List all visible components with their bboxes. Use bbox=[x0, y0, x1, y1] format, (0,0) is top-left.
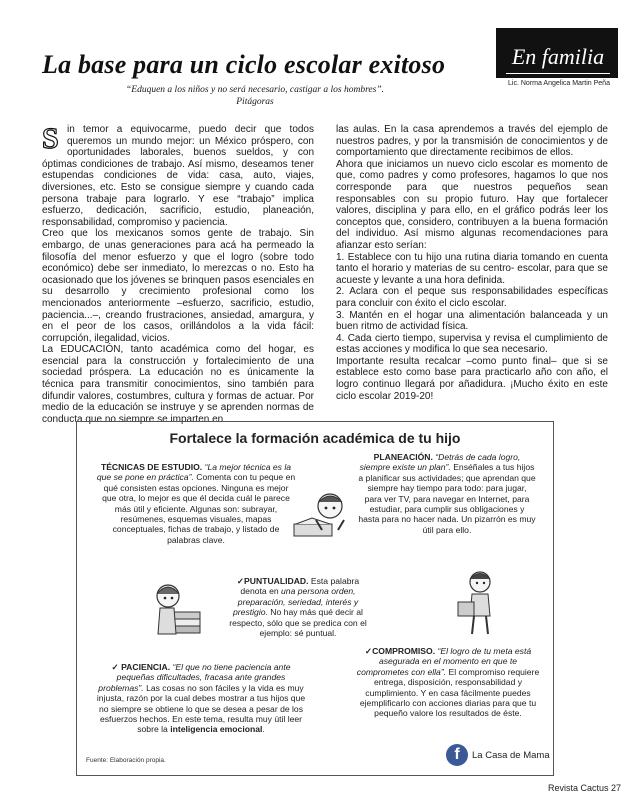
tip-text: Comenta con tu peque en qué consisten estas opciones. Ninguna es mejor que otra, lo mejor es que él decida cuál le parece más útil y eficiente. Algunas son: subrayar, resúmenes, esquemas visuales, mapas conceptuales, fichas de trabajo, y listado de palabras clave. bbox=[102, 472, 296, 545]
source-note: Fuente: Elaboración propia. bbox=[86, 757, 166, 764]
section-author: Lic. Norma Angelica Martin Peña bbox=[508, 80, 610, 87]
tip-text: Enséñales a tus hijos a planificar sus actividades; que aprendan que siempre hay tiempo para todo: para jugar, para ver TV, para navegar en Internet, para estudiar, para cumplir sus obligaciones y hasta para no hacer nada. Un pizarrón es muy útil para ello. bbox=[358, 462, 536, 535]
epigraph-quote: “Eduquen a los niños y no será necesario, castigar a los hombres”. bbox=[126, 85, 384, 95]
tip-emphasis: inteligencia emocional bbox=[170, 724, 263, 735]
brand-label: La Casa de Mama bbox=[472, 750, 550, 761]
paragraph bbox=[42, 124, 314, 228]
tip-text: Esta palabra denota en bbox=[240, 576, 360, 597]
tip-text: . bbox=[262, 724, 265, 735]
tip-quote: “El que no tiene paciencia ante pequeñas dificultades, fracasa ante grandes problemas”. bbox=[98, 662, 291, 693]
tip-heading: TÉCNICAS DE ESTUDIO. bbox=[100, 462, 203, 472]
section-divider bbox=[506, 73, 610, 74]
page-number: 27 bbox=[611, 783, 622, 793]
tip-puntualidad bbox=[224, 576, 372, 638]
drop-cap: S bbox=[42, 122, 59, 155]
tip-planeacion bbox=[358, 452, 536, 535]
paragraph: La EDUCACIÓN, tanto académica como del hogar, es esencial para la construcción y fortalecimiento de una sociedad próspera. La educación no es únicamente la técnica para transmitir conocimientos, sino también para difundir valores, costumbres, cultura y formas de actuar. Por medio de la educación se instruye y se aprenden normas de conducta que no siempre se imparten en bbox=[42, 344, 314, 425]
list-item: 3. Mantén en el hogar una alimentación balanceada y un buen ritmo de actividad física. bbox=[336, 309, 608, 333]
tip-text: No hay más qué decir al respecto, sólo que se predica con el ejemplo: sé puntual. bbox=[229, 607, 367, 639]
infographic-title: Fortalece la formación académica de tu hijo bbox=[169, 430, 461, 446]
tip-compromiso bbox=[356, 646, 540, 719]
tip-heading: ✓ PACIENCIA. bbox=[111, 662, 171, 672]
tip-paciencia bbox=[94, 662, 308, 735]
paragraph: Creo que los mexicanos somos gente de trabajo. Sin embargo, de unas generaciones para acá ha permeado la filosofía del menor esfuerzo y que el logro (sobre todo económico) debe ser inmediato, lo merezcas o no. Esto ha ocasionado que los jóvenes se brinquen pasos esenciales en su desarrollo y crecimiento profesional como los mencionados anteriormente –esfuerzo, sacrificio, estudio, paciencia...–, creando frustraciones, ansiedad, amargura, y en el peor de los casos, orillándolos a la vida fácil: corrupción, ilegalidad, vicios. bbox=[42, 228, 314, 344]
article-column-right bbox=[336, 124, 608, 402]
boy-studying-illustration bbox=[292, 480, 352, 542]
list-item: 2. Aclara con el peque sus responsabilidades específicas para concluir con éxito el ciclo escolar. bbox=[336, 286, 608, 309]
paragraph-text: in temor a equivocarme, puedo decir que todos queremos un mundo mejor: un México próspero, con oportunidades laborales, buenos sueldos, y con óptimas condiciones de trabajo. Así mismo, deseamos tener estupendas condiciones de vida: casa, auto, viajes, diversiones, etc. Esto se consigue siempre y cuando cada persona trabaje para lograrlo. Y ese “trabajo” implica esfuerzo, dedicación, sacrificio, estudio, planeación, responsabilidad, compromiso y paciencia. bbox=[42, 124, 314, 228]
paragraph: Importante resulta recalcar –como punto final– que si se establece esto como base para practicarlo año con año, el logro continuo llegará por añadidura. ¡Mucho éxito en este ciclo escolar 2019-20! bbox=[336, 355, 608, 402]
article-title: La base para un ciclo escolar exitoso bbox=[42, 50, 446, 79]
article-column-left bbox=[42, 124, 314, 425]
epigraph-author: Pitágoras bbox=[236, 97, 274, 107]
girl-with-books-illustration bbox=[148, 578, 206, 644]
magazine-name: Revista Cactus bbox=[548, 783, 609, 793]
list-item: 4. Cada cierto tiempo, supervisa y revisa el cumplimiento de estas acciones y modifica lo que sea necesario. bbox=[336, 332, 608, 356]
tip-heading: ✓PUNTUALIDAD. bbox=[236, 576, 309, 586]
tip-quote: “Detrás de cada logro, siempre existe un plan”. bbox=[359, 452, 521, 473]
tip-tecnicas bbox=[96, 462, 296, 545]
tip-quote: una persona orden, preparación, seriedad, interés y prestigio. bbox=[233, 586, 359, 618]
tip-text: El compromiso requiere entrega, disposición, responsabilidad y cumplimiento. Y en casa fácilmente puedes ejemplificarlo con acciones diarias para que tu pequeño valore los resultados de éste. bbox=[359, 666, 540, 719]
epigraph bbox=[90, 84, 420, 108]
list-item: 1. Establece con tu hijo una rutina diaria tomando en cuenta tanto el horario y materias de su centro- escolar, para que se acueste y levante a una hora definida. bbox=[336, 251, 608, 286]
boy-carrying-books-illustration bbox=[456, 568, 502, 640]
paragraph: las aulas. En la casa aprendemos a través del ejemplo de nuestros padres, y por la transmisión de conocimientos y de comportamiento que directamente recibimos de ellos. bbox=[336, 124, 608, 159]
tip-heading: PLANEACIÓN. bbox=[373, 452, 433, 462]
tip-text: Las cosas no son fáciles y la vida es muy injusta, razón por la cual debes mostrar a tus hijos que no siempre se obtiene lo que se desea a pesar de los esfuerzos hechos. En este tema, resulta muy útil leer sobre la bbox=[96, 682, 306, 735]
facebook-icon: f bbox=[446, 744, 468, 766]
tip-quote: “El logro de tu meta está asegurada en el momento en que te comprometes con ella”. bbox=[356, 646, 532, 677]
page-footer bbox=[548, 783, 621, 793]
section-name: En familia bbox=[511, 44, 605, 69]
paragraph: Ahora que iniciamos un nuevo ciclo escolar es momento de que, como padres y como profesores, hagamos lo que nos corresponde para que nuestros pequeños sean responsables con su propio futuro. Hay que fortalecer valores, disciplina y para ello, en el gráfico podrás leer los conceptos que, considero, contribuyen a la buena formación del individuo. Así mismo algunas recomendaciones para afianzar esto serían: bbox=[336, 158, 608, 251]
tip-heading: ✓COMPROMISO. bbox=[364, 646, 436, 656]
tip-quote: “La mejor técnica es la que se pone en práctica”. bbox=[96, 462, 292, 483]
